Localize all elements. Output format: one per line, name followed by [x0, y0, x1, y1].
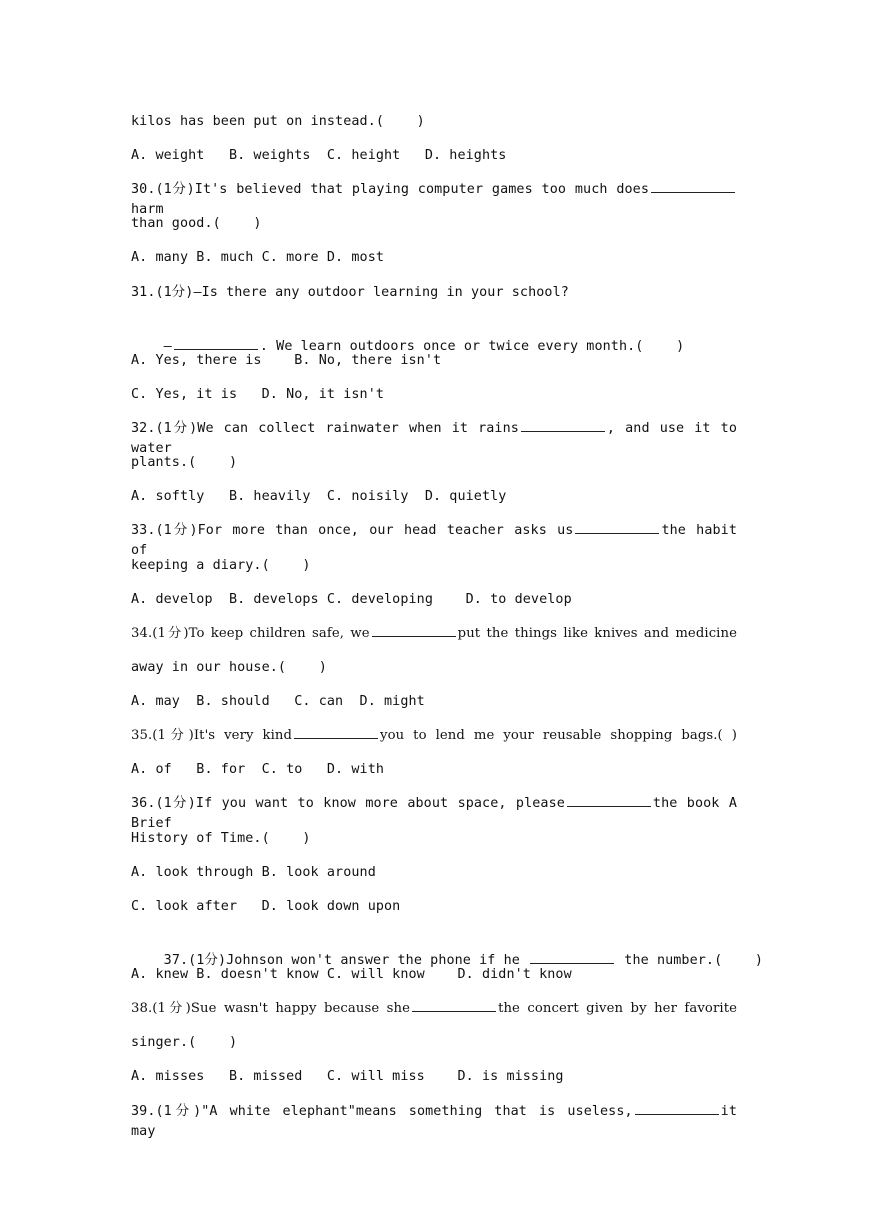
question-35-stem [131, 726, 737, 746]
stem-text: the habit of [131, 523, 737, 558]
question-35-options: A. of B. for C. to D. with [131, 762, 385, 777]
stem-text: the concert given by her favorite [498, 1001, 737, 1016]
stem-text: 36.(1分)If you want to know more about space, please [131, 796, 565, 811]
answer-blank[interactable] [530, 951, 614, 964]
question-30-continuation: than good.( ) [131, 216, 262, 231]
answer-blank[interactable] [651, 180, 735, 193]
answer-blank[interactable] [521, 419, 605, 432]
question-36-options-1: A. look through B. look around [131, 865, 376, 880]
question-31-options-1: A. Yes, there is B. No, there isn't [131, 353, 442, 368]
question-36-stem [131, 794, 737, 834]
answer-blank[interactable] [567, 794, 651, 807]
question-33-stem [131, 521, 737, 561]
answer-blank[interactable] [372, 624, 456, 637]
question-29-options: A. weight B. weights C. height D. heights [131, 148, 507, 163]
question-31-options-2: C. Yes, it is D. No, it isn't [131, 387, 385, 402]
answer-blank[interactable] [412, 999, 496, 1012]
stem-text: it may [131, 1104, 737, 1139]
question-32-continuation: plants.( ) [131, 455, 238, 470]
question-31-stem: 31.(1分)–Is there any outdoor learning in your school? [131, 285, 569, 300]
stem-text: . We learn outdoors once or twice every month.( ) [259, 339, 685, 354]
stem-text: the number.( ) [624, 953, 764, 968]
stem-text: 37.(1分)Johnson won't answer the phone if he [163, 953, 520, 968]
question-38-continuation: singer.( ) [131, 1035, 238, 1050]
question-38-stem [131, 999, 737, 1019]
stem-text: 32.(1分)We can collect rainwater when it rains [131, 421, 519, 436]
question-39-stem [131, 1102, 737, 1142]
stem-text: put the things like knives and medicine [457, 626, 737, 641]
question-34-options: A. may B. should C. can D. might [131, 694, 425, 709]
answer-blank[interactable] [575, 521, 659, 534]
stem-text: harm [131, 202, 164, 217]
question-36-continuation: History of Time.( ) [131, 831, 311, 846]
question-30-options: A. many B. much C. more D. most [131, 250, 385, 265]
stem-text: the book A Brief [131, 796, 737, 831]
answer-blank[interactable] [174, 337, 258, 350]
answer-blank[interactable] [294, 726, 378, 739]
question-37-options: A. knew B. doesn't know C. will know D. didn't know [131, 967, 572, 982]
answer-blank[interactable] [635, 1102, 719, 1115]
question-34-stem [131, 624, 737, 644]
stem-text: – [163, 339, 172, 354]
question-36-options-2: C. look after D. look down upon [131, 899, 401, 914]
question-34-continuation: away in our house.( ) [131, 660, 327, 675]
stem-text: 30.(1分)It's believed that playing computer games too much does [131, 182, 649, 197]
question-29-continuation: kilos has been put on instead.( ) [131, 114, 425, 129]
question-32-options: A. softly B. heavily C. noisily D. quietly [131, 489, 507, 504]
stem-text: 39.(1分)"A white elephant"means something that is useless, [131, 1104, 633, 1119]
stem-text: 35.(1分)It's very kind [131, 728, 293, 743]
question-33-options: A. develop B. develops C. developing D. to develop [131, 592, 572, 607]
stem-text: , and use it to water [131, 421, 737, 456]
question-33-continuation: keeping a diary.( ) [131, 558, 311, 573]
stem-text: 33.(1分)For more than once, our head teacher asks us [131, 523, 574, 538]
stem-text: you to lend me your reusable shopping bags.( ) [380, 728, 737, 743]
stem-text: 34.(1分)To keep children safe, we [131, 626, 370, 641]
question-38-options: A. misses B. missed C. will miss D. is missing [131, 1069, 564, 1084]
stem-text: 38.(1分)Sue wasn't happy because she [131, 1001, 411, 1016]
